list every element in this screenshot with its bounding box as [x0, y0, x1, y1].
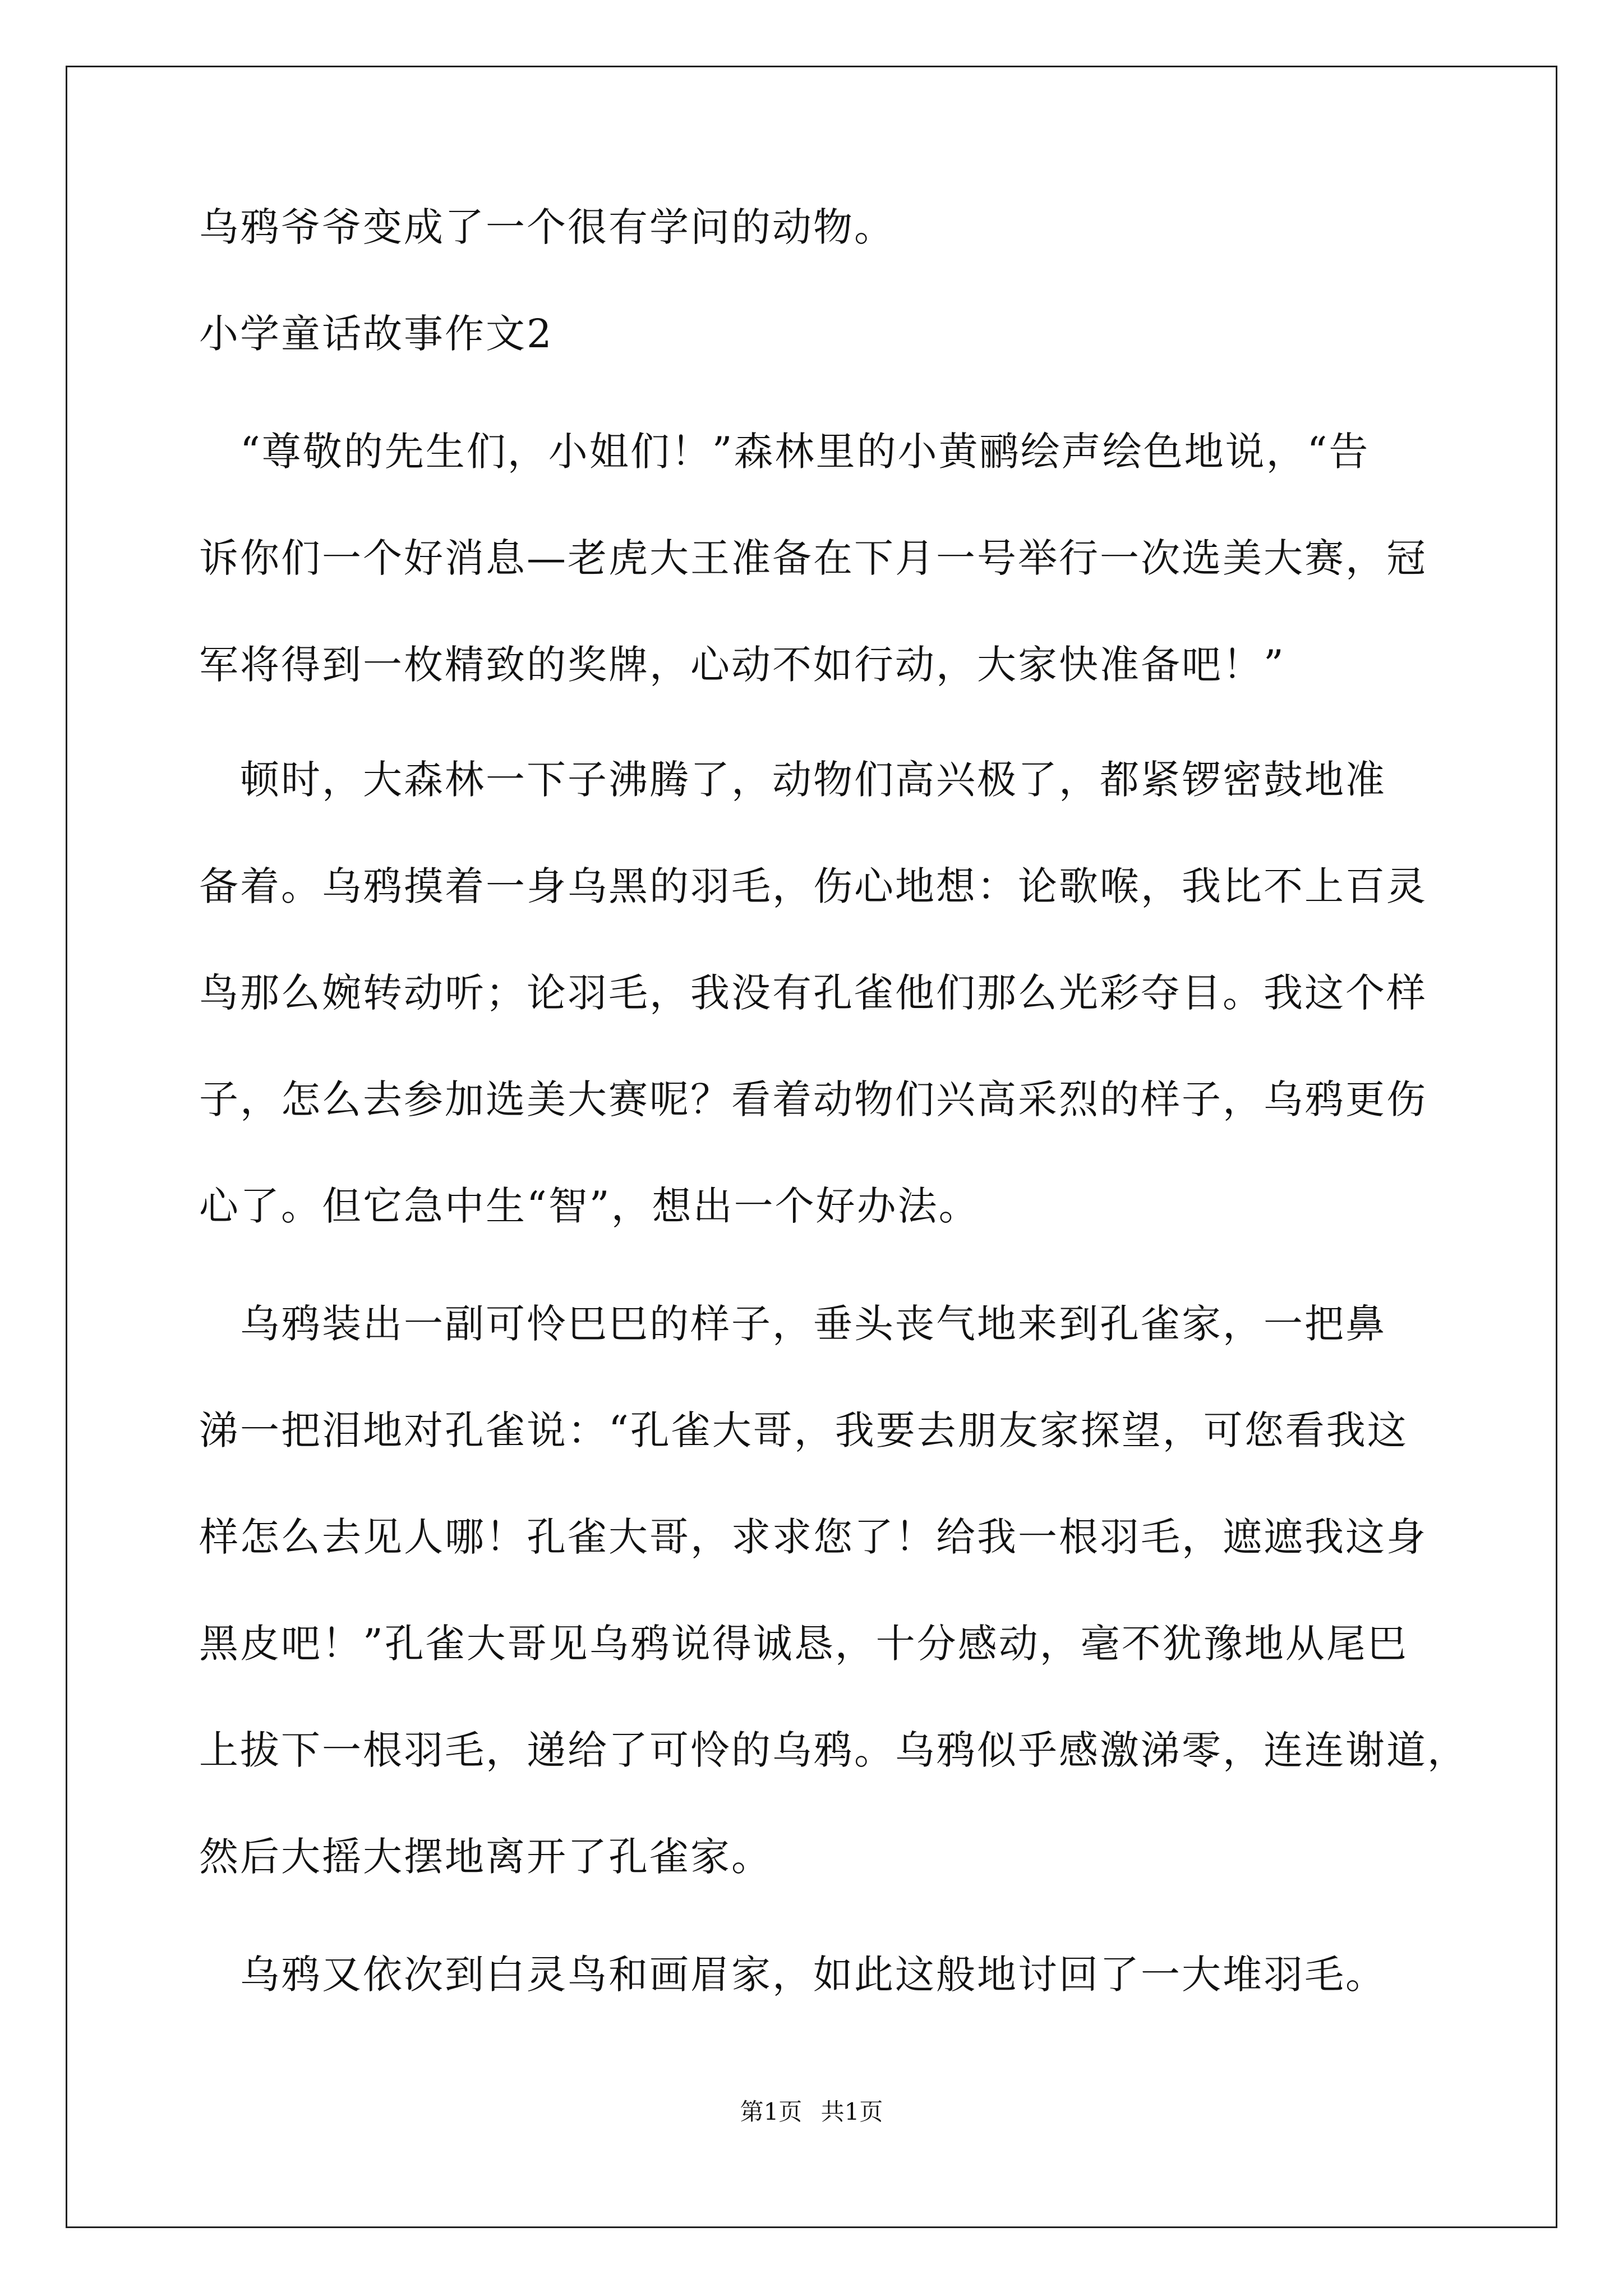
text-line: 军将得到一枚精致的奖牌，心动不如行动，大家快准备吧！”	[199, 642, 1285, 688]
page-border	[66, 66, 1557, 2228]
text-line: 诉你们一个好消息—老虎大王准备在下月一号举行一次选美大赛，冠	[199, 535, 1427, 581]
text-line: “尊敬的先生们，小姐们！”森林里的小黄鹂绘声绘色地说，“告	[199, 429, 1370, 475]
text-line: 乌鸦又依次到白灵鸟和画眉家，如此这般地讨回了一大堆羽毛。	[199, 1952, 1386, 1998]
text-line: 涕一把泪地对孔雀说：“孔雀大哥，我要去朋友家探望，可您看我这	[199, 1407, 1408, 1453]
section-heading: 小学童话故事作文2	[199, 311, 554, 357]
text-line: 鸟那么婉转动听；论羽毛，我没有孔雀他们那么光彩夺目。我这个样	[199, 970, 1427, 1016]
page-footer	[0, 2095, 1623, 2129]
text-line: 心了。但它急中生“智”，想出一个好办法。	[199, 1183, 980, 1229]
text-line: 上拔下一根羽毛，递给了可怜的乌鸦。乌鸦似乎感激涕零，连连谢道，	[199, 1727, 1468, 1773]
page-number: 第1页	[740, 2098, 803, 2125]
page-total: 共1页	[820, 2098, 883, 2125]
text-line: 乌鸦爷爷变成了一个很有学问的动物。	[199, 204, 895, 250]
text-line: 备着。乌鸦摸着一身乌黑的羽毛，伤心地想：论歌喉，我比不上百灵	[199, 863, 1427, 909]
text-line: 顿时，大森林一下子沸腾了，动物们高兴极了，都紧锣密鼓地准	[199, 757, 1386, 803]
text-line: 样怎么去见人哪！孔雀大哥，求求您了！给我一根羽毛，遮遮我这身	[199, 1514, 1427, 1560]
text-line: 黑皮吧！”孔雀大哥见乌鸦说得诚恳，十分感动，毫不犹豫地从尾巴	[199, 1621, 1408, 1667]
text-line: 子，怎么去参加选美大赛呢？看着动物们兴高采烈的样子，乌鸦更伤	[199, 1076, 1427, 1122]
text-line: 乌鸦装出一副可怜巴巴的样子，垂头丧气地来到孔雀家，一把鼻	[199, 1301, 1386, 1347]
text-line: 然后大摇大摆地离开了孔雀家。	[199, 1834, 772, 1880]
